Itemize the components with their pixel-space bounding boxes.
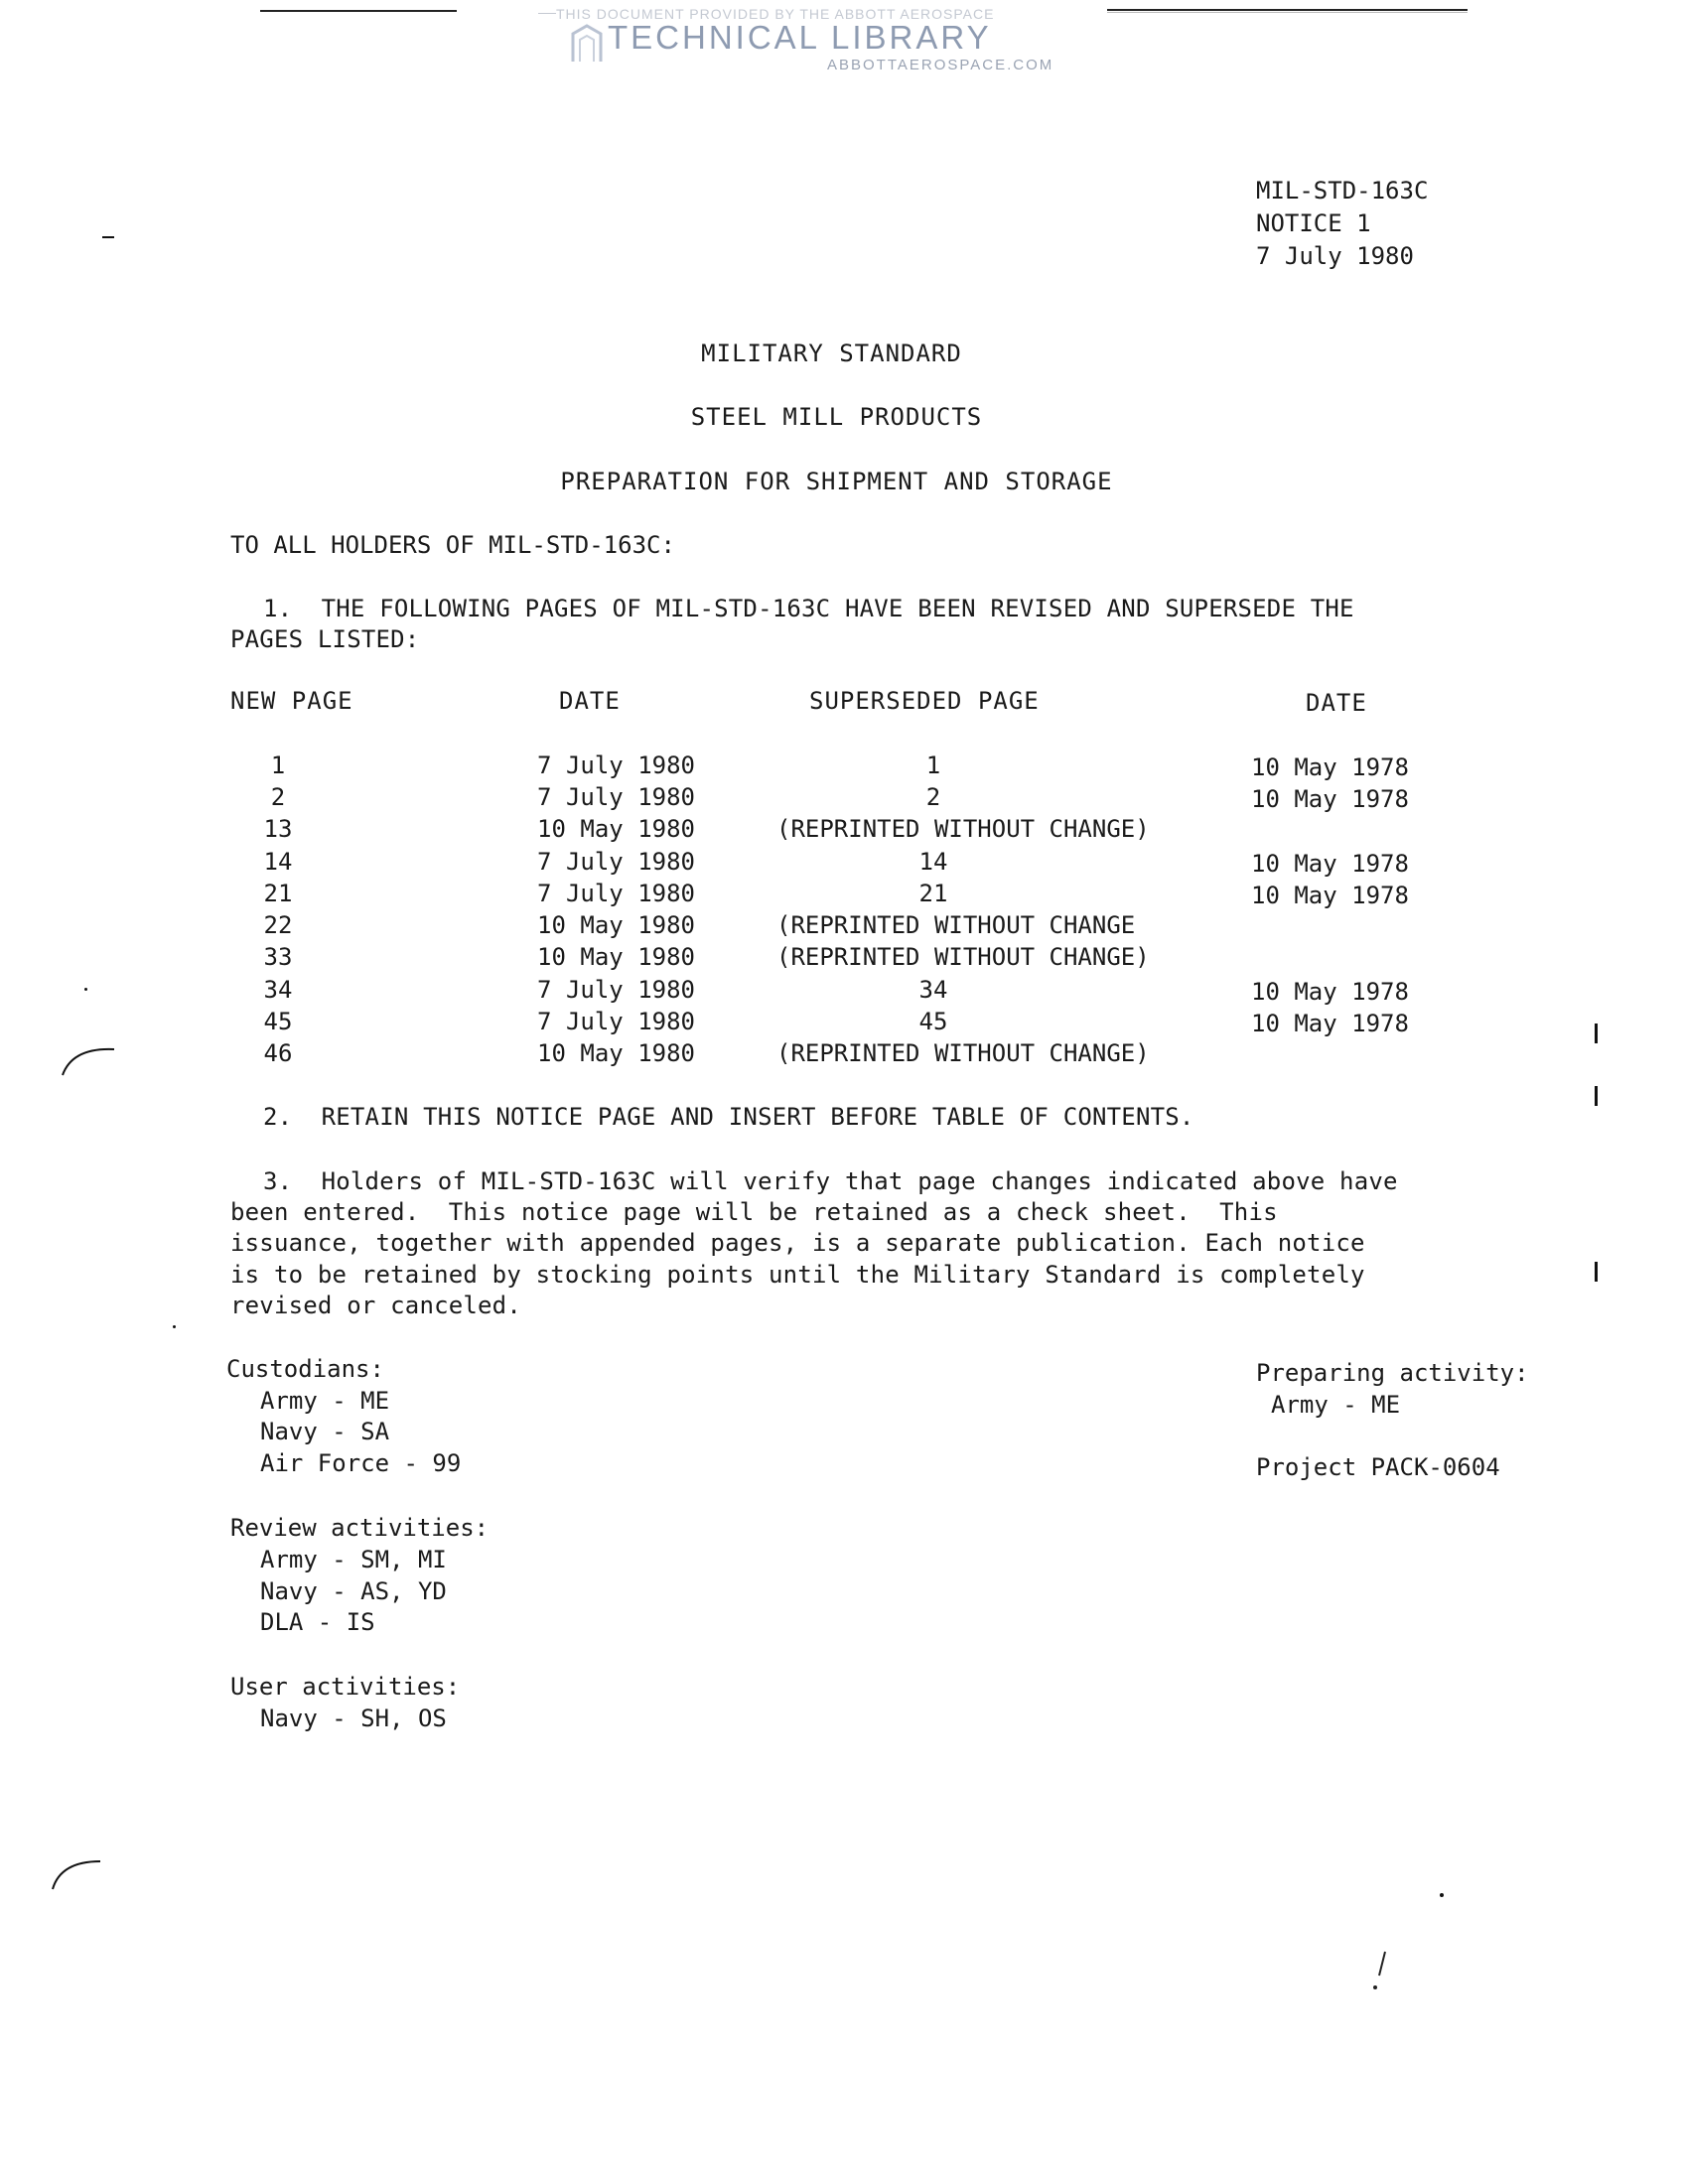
row-superseded-date: 10 May 1978	[1251, 850, 1409, 878]
change-bar-mark	[1595, 1024, 1598, 1043]
row-date: 10 May 1980	[537, 911, 695, 939]
row-date: 7 July 1980	[537, 783, 695, 811]
row-date: 10 May 1980	[537, 815, 695, 843]
item-2: 2. RETAIN THIS NOTICE PAGE AND INSERT BEFORE TABLE OF CONTENTS.	[263, 1103, 1194, 1131]
item-3-line-2: been entered. This notice page will be retained as a check sheet. This	[230, 1198, 1278, 1226]
row-date: 10 May 1980	[537, 1039, 695, 1067]
scan-speck	[84, 988, 87, 991]
row-superseded-page: 34	[918, 976, 948, 1004]
watermark-provided-by: THIS DOCUMENT PROVIDED BY THE ABBOTT AEROSPACE	[556, 6, 995, 22]
row-superseded-page: 45	[918, 1008, 948, 1035]
scan-rule-right-faint	[1107, 12, 1468, 13]
change-bar-mark	[1595, 1086, 1598, 1106]
scan-rule-right	[1107, 9, 1468, 11]
user-navy: Navy - SH, OS	[260, 1705, 447, 1732]
row-superseded-date: 10 May 1978	[1251, 753, 1409, 781]
row-new-page: 45	[263, 1008, 293, 1035]
row-superseded-page: (REPRINTED WITHOUT CHANGE)	[776, 815, 1150, 843]
item-1-line-1: 1. THE FOLLOWING PAGES OF MIL-STD-163C HAVE BEEN REVISED AND SUPERSEDE THE	[263, 595, 1354, 622]
row-date: 7 July 1980	[537, 880, 695, 907]
title-line-3: PREPARATION FOR SHIPMENT AND STORAGE	[560, 468, 1113, 495]
row-new-page: 46	[263, 1039, 293, 1067]
scan-speck	[102, 236, 114, 238]
review-army: Army - SM, MI	[260, 1546, 447, 1573]
row-superseded-page: (REPRINTED WITHOUT CHANGE)	[776, 1039, 1150, 1067]
col-header-new-page: NEW PAGE	[230, 687, 353, 715]
preparing-activity-heading: Preparing activity:	[1256, 1359, 1529, 1387]
review-activities-heading: Review activities:	[230, 1514, 490, 1542]
review-navy: Navy - AS, YD	[260, 1577, 447, 1605]
row-new-page: 22	[263, 911, 293, 939]
row-new-page: 2	[270, 783, 286, 811]
watermark-url: ABBOTTAEROSPACE.COM	[827, 57, 1054, 73]
custodians-heading: Custodians:	[226, 1355, 384, 1383]
row-superseded-page: 14	[918, 848, 948, 876]
row-superseded-page: (REPRINTED WITHOUT CHANGE	[776, 911, 1136, 939]
col-header-superseded-page: SUPERSEDED PAGE	[809, 687, 1040, 715]
preparing-activity-army: Army - ME	[1271, 1391, 1401, 1419]
watermark-logo-icon	[571, 24, 603, 64]
row-new-page: 14	[263, 848, 293, 876]
doc-id: MIL-STD-163C	[1256, 177, 1429, 205]
row-superseded-page: (REPRINTED WITHOUT CHANGE)	[776, 943, 1150, 971]
row-new-page: 34	[263, 976, 293, 1004]
custodian-army: Army - ME	[260, 1387, 390, 1415]
scan-rule-left	[260, 10, 457, 12]
item-3-line-3: issuance, together with appended pages, is a separate publication. Each notice	[230, 1229, 1365, 1257]
project-number: Project PACK-0604	[1256, 1453, 1500, 1481]
scan-speck	[173, 1325, 176, 1328]
col-header-superseded-date: DATE	[1306, 689, 1367, 717]
review-dla: DLA - IS	[260, 1608, 375, 1636]
row-date: 7 July 1980	[537, 848, 695, 876]
punch-hole-mark-icon	[55, 1037, 129, 1077]
row-new-page: 33	[263, 943, 293, 971]
notice-number: NOTICE 1	[1256, 209, 1371, 237]
item-3-line-4: is to be retained by stocking points until the Military Standard is completely	[230, 1261, 1365, 1289]
row-superseded-date: 10 May 1978	[1251, 785, 1409, 813]
notice-date: 7 July 1980	[1256, 242, 1414, 270]
watermark-title: TECHNICAL LIBRARY	[608, 19, 992, 56]
scan-artifact-icon	[1365, 1946, 1395, 1995]
item-3-line-5: revised or canceled.	[230, 1292, 521, 1319]
custodian-navy: Navy - SA	[260, 1418, 390, 1445]
row-new-page: 1	[270, 751, 286, 779]
item-1-line-2: PAGES LISTED:	[230, 625, 420, 653]
row-superseded-date: 10 May 1978	[1251, 882, 1409, 909]
row-superseded-page: 2	[925, 783, 941, 811]
row-date: 7 July 1980	[537, 976, 695, 1004]
row-new-page: 13	[263, 815, 293, 843]
row-date: 7 July 1980	[537, 751, 695, 779]
row-superseded-page: 21	[918, 880, 948, 907]
row-new-page: 21	[263, 880, 293, 907]
change-bar-mark	[1595, 1262, 1598, 1282]
row-date: 10 May 1980	[537, 943, 695, 971]
scan-speck	[1440, 1893, 1444, 1897]
col-header-date: DATE	[559, 687, 621, 715]
title-line-1: MILITARY STANDARD	[701, 340, 962, 367]
punch-hole-mark-icon	[45, 1851, 104, 1891]
row-date: 7 July 1980	[537, 1008, 695, 1035]
salutation: TO ALL HOLDERS OF MIL-STD-163C:	[230, 531, 675, 559]
row-superseded-date: 10 May 1978	[1251, 978, 1409, 1006]
title-line-2: STEEL MILL PRODUCTS	[690, 403, 983, 431]
row-superseded-date: 10 May 1978	[1251, 1010, 1409, 1037]
user-activities-heading: User activities:	[230, 1673, 461, 1701]
row-superseded-page: 1	[925, 751, 941, 779]
item-3-line-1: 3. Holders of MIL-STD-163C will verify that page changes indicated above have	[263, 1167, 1398, 1195]
custodian-air-force: Air Force - 99	[260, 1449, 462, 1477]
watermark-rule	[538, 13, 556, 14]
